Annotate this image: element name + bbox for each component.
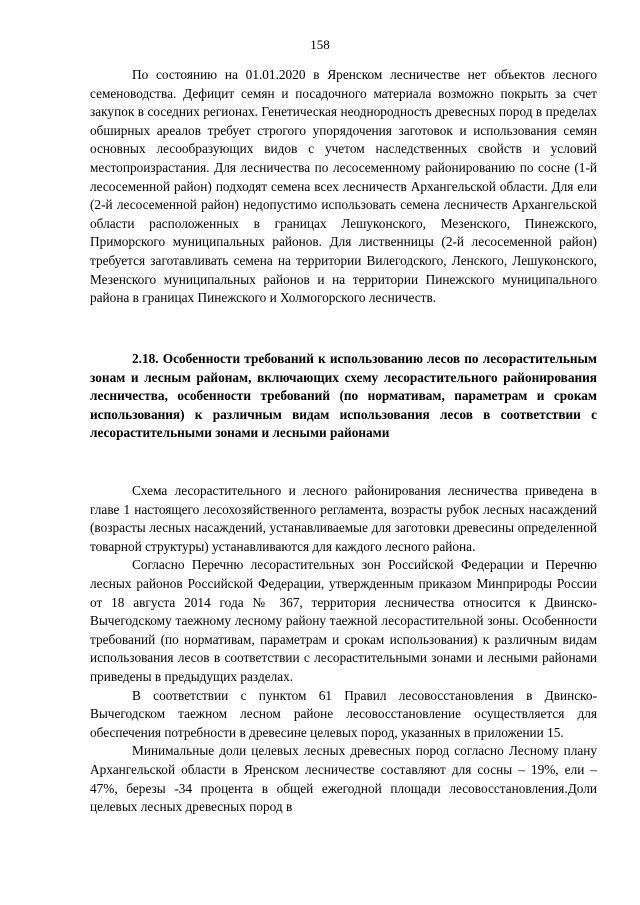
section-heading: 2.18. Особенности требований к использованию лесов по лесорастительным зонам и лесным районам, включающих схему лесорастительного районирования лесничества, особенности требований (по нормативам, параметрам и срокам использования) к различным видам использования лесов в соответствии с лесорастительными зонами и лесными районами <box>90 351 597 441</box>
paragraph: Схема лесорастительного и лесного районирования лесничества приведена в главе 1 настоящего лесохозяйственного регламента, возрасты рубок лесных насаждений (возрасты лесных насаждений, устанавливаемые для заготовки древесины определенной товарной структуры) устанавливаются для каждого лесного района. <box>90 483 597 554</box>
paragraph: В соответствии с пунктом 61 Правил лесовосстановления в Двинско-Вычегодском таежном лесном районе лесовосстановление осуществляется для обеспечения потребности в древесине целевых пород, указанных в приложении 15. <box>90 687 597 740</box>
body-text-block <box>90 482 597 817</box>
paragraph: Минимальные доли целевых лесных древесных пород согласно Лесному плану Архангельской области в Яренском лесничестве составляют для сосны – 19%, ели – 47%, березы -34 процента в общей ежегодной площади лесовосстановления.Доли целевых лесных древесных пород в <box>90 743 597 815</box>
page-number: 158 <box>310 37 330 52</box>
paragraph: По состоянию на 01.01.2020 в Яренском лесничестве нет объектов лесного семеноводства. Дефицит семян и посадочного материала возможно покрыть за счет закупок в соседних регионах. Генетическая неоднородность древесных пород в пределах обширных ареалов требует строгого упорядочения заготовок и использования семян основных лесообразующих видов с учетом наследственных свойств и условий местопроизрастания. Для лесничества по лесосеменному районированию по сосне (1-й лесосеменной район) подходят семена всех лесничеств Архангельской области. Для ели (2-й лесосеменной район) недопустимо использовать семена лесничеств Архангельской области расположенных в границах Лешуконского, Мезенского, Пинежского, Приморского муниципальных районов. Для лиственницы (2-й лесосеменной район) требуется заготавливать семена на территории Вилегодского, Ленского, Лешуконского, Мезенского муниципальных районов и на территории Пинежского муниципального района в границах Пинежского и Холмогорского лесничеств. <box>90 67 597 306</box>
intro-text-block <box>90 66 597 308</box>
section-heading-block <box>90 350 597 443</box>
paragraph: Согласно Перечню лесорастительных зон Российской Федерации и Перечню лесных районов Российской Федерации, утвержденным приказом Минприроды России от 18 августа 2014 года № 367, территория лесничества относится к Двинско-Вычегодскому таежному лесному району таежной лесорастительной зоны. Особенности требований (по нормативам, параметрам и срокам использования) к различным видам использования лесов в соответствии с лесорастительными зонами и лесными районами приведены в предыдущих разделах. <box>90 557 597 684</box>
